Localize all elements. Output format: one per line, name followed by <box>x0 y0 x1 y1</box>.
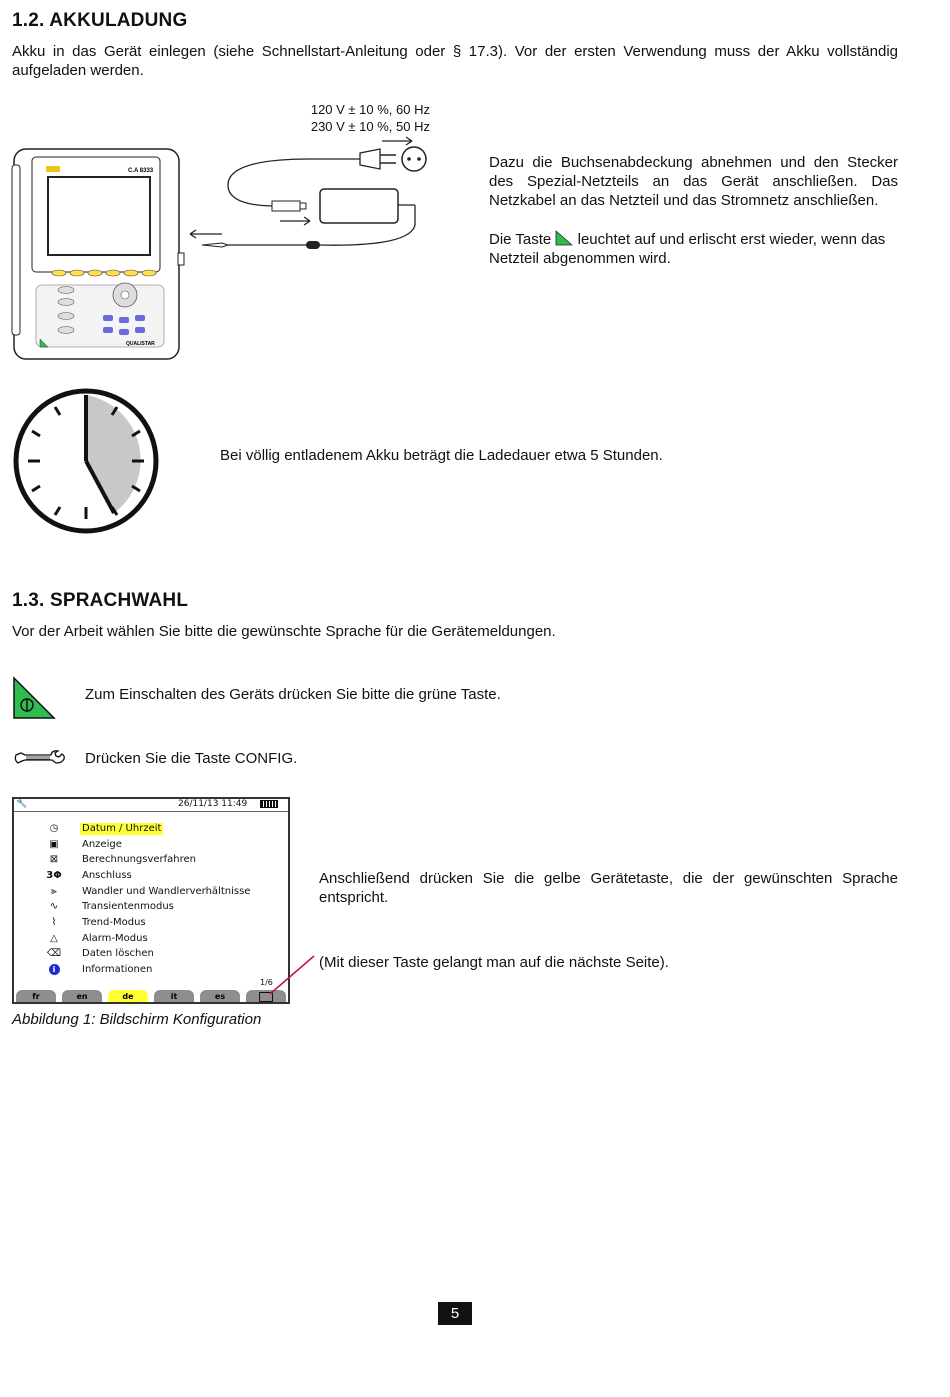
config-status-bar <box>14 799 288 812</box>
device-model-label: C.A 8333 <box>128 168 154 174</box>
transformer-icon: ⫸ <box>51 886 57 897</box>
green-power-key-icon <box>555 230 573 246</box>
language-tabs <box>14 988 288 1002</box>
config-item-berechnungsverfahren[interactable]: Berechnungsverfahren <box>82 854 197 865</box>
battery-icon <box>260 800 278 808</box>
device-illustration <box>12 149 184 359</box>
charge-duration-text: Bei völlig entladenem Akku beträgt die Ladedauer etwa 5 Stunden. <box>220 447 663 464</box>
clock-icon <box>10 387 162 535</box>
tab-en[interactable]: en <box>62 990 102 1002</box>
voltage-spec <box>290 101 430 135</box>
figure-caption: Abbildung 1: Bildschirm Konfiguration <box>12 1011 262 1028</box>
page-number: 5 <box>438 1302 472 1325</box>
power-on-text: Zum Einschalten des Geräts drücken Sie bitte die grüne Taste. <box>85 686 501 703</box>
config-item-trend-modus[interactable]: Trend-Modus <box>82 917 146 928</box>
info-icon <box>44 964 64 976</box>
device-keypad <box>36 283 164 347</box>
power-key-note <box>489 230 898 268</box>
delete-icon: ⌫ <box>46 948 62 959</box>
alarm-icon: △ <box>50 933 58 944</box>
tab-de[interactable]: de <box>108 990 148 1002</box>
tab-es[interactable]: es <box>200 990 240 1002</box>
section-heading-sprachwahl: 1.3. SPRACHWAHL <box>12 590 189 611</box>
page-indicator: 1/6 <box>260 978 273 987</box>
display-icon: ▣ <box>49 839 59 850</box>
power-key-note-suffix: leuchtet auf und erlischt erst wieder, wenn das Netzteil abgenommen wird. <box>489 231 886 267</box>
next-page-note: (Mit dieser Taste gelangt man auf die nächste Seite). <box>319 954 669 971</box>
sprachwahl-intro: Vor der Arbeit wählen Sie bitte die gewünschte Sprache für die Gerätemeldungen. <box>12 623 556 640</box>
info-icon-glyph: i <box>49 964 60 975</box>
status-wrench-icon: 🔧 <box>16 799 28 809</box>
config-key-text: Drücken Sie die Taste CONFIG. <box>85 750 298 767</box>
three-phase-icon: 3Φ <box>46 870 62 881</box>
tab-fr[interactable]: fr <box>16 990 56 1002</box>
voltage-line-120: 120 V ± 10 %, 60 Hz <box>310 102 430 117</box>
power-supply-icon <box>272 189 415 225</box>
charger-connection-illustration <box>10 135 440 367</box>
config-item-anzeige[interactable]: Anzeige <box>82 839 122 850</box>
transient-icon: ∿ <box>49 901 59 912</box>
config-item-transientenmodus[interactable]: Transientenmodus <box>82 901 174 912</box>
callout-line <box>262 950 322 998</box>
trend-icon: ⌇ <box>51 917 57 928</box>
green-power-button-icon <box>12 676 56 720</box>
calculation-icon: ⊠ <box>49 854 59 865</box>
connect-instructions: Dazu die Buchsenabdeckung abnehmen und den Stecker des Spezial-Netzteils an das Gerät anschließen. Das Netzkabel an das Netzteil und das Stromnetz anschließen. <box>489 154 898 209</box>
config-screen <box>12 797 290 1004</box>
config-item-informationen[interactable]: Informationen <box>82 964 153 975</box>
tab-it[interactable]: it <box>154 990 194 1002</box>
akkuladung-intro: Akku in das Gerät einlegen (siehe Schnellstart-Anleitung oder § 17.3). Vor der ersten Verwendung muss der Akku vollständig aufgeladen werden. <box>12 43 898 79</box>
voltage-line-230: 230 V ± 10 %, 50 Hz <box>310 119 430 134</box>
wrench-config-icon <box>12 750 68 770</box>
section-heading-akkuladung: 1.2. AKKULADUNG <box>12 10 188 31</box>
config-item-anschluss[interactable]: Anschluss <box>82 870 132 881</box>
yellow-key-instructions: Anschließend drücken Sie die gelbe Gerätetaste, die der gewünschten Sprache entspricht. <box>319 870 898 906</box>
config-item-datum-uhrzeit[interactable]: Datum / Uhrzeit <box>82 823 162 834</box>
config-item-wandler[interactable]: Wandler und Wandlerverhältnisse <box>82 886 251 897</box>
config-item-alarm-modus[interactable]: Alarm-Modus <box>82 933 148 944</box>
config-item-daten-loeschen[interactable]: Daten löschen <box>82 948 154 959</box>
device-brand-label: QUALISTAR <box>126 341 155 347</box>
power-key-note-prefix: Die Taste <box>489 231 552 248</box>
config-datetime: 26/11/13 11:49 <box>178 799 248 809</box>
clock-icon: ◷ <box>49 823 59 834</box>
